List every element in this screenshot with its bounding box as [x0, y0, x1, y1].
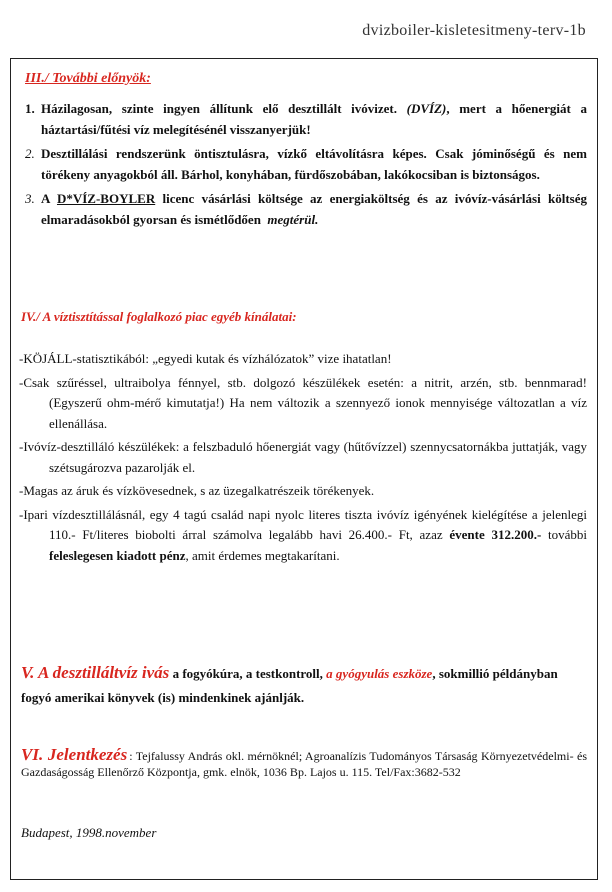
item-text: további: [548, 527, 588, 542]
section-4-heading: IV./ A víztisztítással foglalkozó piac egyéb kínálatai:: [21, 309, 297, 324]
market-offers-list: [19, 349, 587, 569]
item-number: 1.: [25, 101, 35, 116]
section-6-text: : Tejfalussy András okl. mérnöknél; Agroanalízis Tudományos Társaság Környezetvédelmi- és Gazdaságosság Ellenőrző Központja, gmk. elnök, 1036 Bp. Lajos u. 115. Tel/Fax:3682-532: [21, 749, 587, 779]
item-italic-end: megtérül.: [267, 211, 319, 227]
section-5-heading: V. A desztilláltvíz ivás: [21, 663, 170, 682]
section-5-text: a fogyókúra, a testkontroll,: [172, 666, 323, 681]
item-number: 2.: [25, 146, 35, 161]
market-item: -Magas az áruk és vízkövesednek, s az üzegalkatrészeik törékenyek.: [19, 483, 375, 498]
document-date: Budapest, 1998.november: [21, 825, 157, 840]
item-text: licenc vásárlási költsége az energiaköltség és az ivóvíz-vásárlási költség elmaradásokból gyorsan és ismétlődően: [41, 191, 587, 227]
yearly-amount: évente 312.200.-: [449, 527, 542, 542]
section-6: [21, 747, 587, 780]
item-text: A: [41, 191, 50, 206]
advantage-item-1: [25, 99, 587, 140]
advantages-list: [25, 99, 587, 234]
section-5-text: , sokmillió példányban fogyó amerikai könyvek (is) mindenkinek ajánlják.: [21, 666, 558, 705]
market-item: -KÖJÁLL-statisztikából: „egyedi kutak és vízhálózatok” vize ihatatlan!: [19, 351, 392, 366]
advantage-item-2: [25, 144, 587, 185]
section-5: [21, 661, 587, 710]
item-text: Házilagosan, szinte ingyen állítunk elő desztillált ivóvizet.: [41, 101, 397, 116]
section-5-highlight: a gyógyulás eszköze: [326, 666, 433, 681]
item-text: Desztillálási rendszerünk öntisztulásra, vízkő eltávolításra képes. Csak jóminőségű és nem törékeny anyagokból áll. Bárhol, konyhában, fürdőszobában, lakókocsiban is biztonságos.: [41, 146, 587, 182]
dviz-italic: (DVÍZ): [406, 101, 447, 116]
item-number: 3.: [25, 191, 35, 206]
item-text: , mert a hőenergiát a háztartási/fűtési víz melegítésénél visszanyerjük!: [41, 101, 587, 137]
brand-name: D*VÍZ-BOYLER: [56, 191, 156, 206]
section-6-heading: VI. Jelentkezés: [21, 745, 128, 764]
market-item: -Csak szűréssel, ultraibolya fénnyel, stb. dolgozó készülékek esetén: a nitrit, arzén, stb. bennmarad! (Egyszerű ohm-mérő kimutatja!) Ha nem változik a szennyező ionok mennyisége változatlan a víz ellenállása.: [19, 374, 587, 431]
market-item: [19, 505, 587, 567]
section-3-heading: III./ További előnyök:: [25, 71, 151, 86]
item-text: , amit érdemes megtakarítani.: [185, 547, 340, 563]
advantage-item-3: [25, 189, 587, 230]
wasted-money: feleslegesen kiadott pénz: [49, 547, 186, 563]
market-item: -Ivóvíz-desztilláló készülékek: a felszbaduló hőenergiát vagy (hűtővízzel) szennycsatornákba juttatják, vagy szétsugározva pazarolják el.: [19, 439, 587, 475]
document-title: dvizboiler-kisletesitmeny-terv-1b: [362, 22, 586, 39]
item-text: -Ipari vízdesztillálásnál, egy 4 tagú család napi nyolc literes tiszta ivóvíz igényének kielégítése a jelenlegi 110.- Ft/literes biobolti árral számolva legalább havi 26.400.- Ft, azaz: [19, 506, 587, 542]
document-frame: [10, 58, 598, 880]
